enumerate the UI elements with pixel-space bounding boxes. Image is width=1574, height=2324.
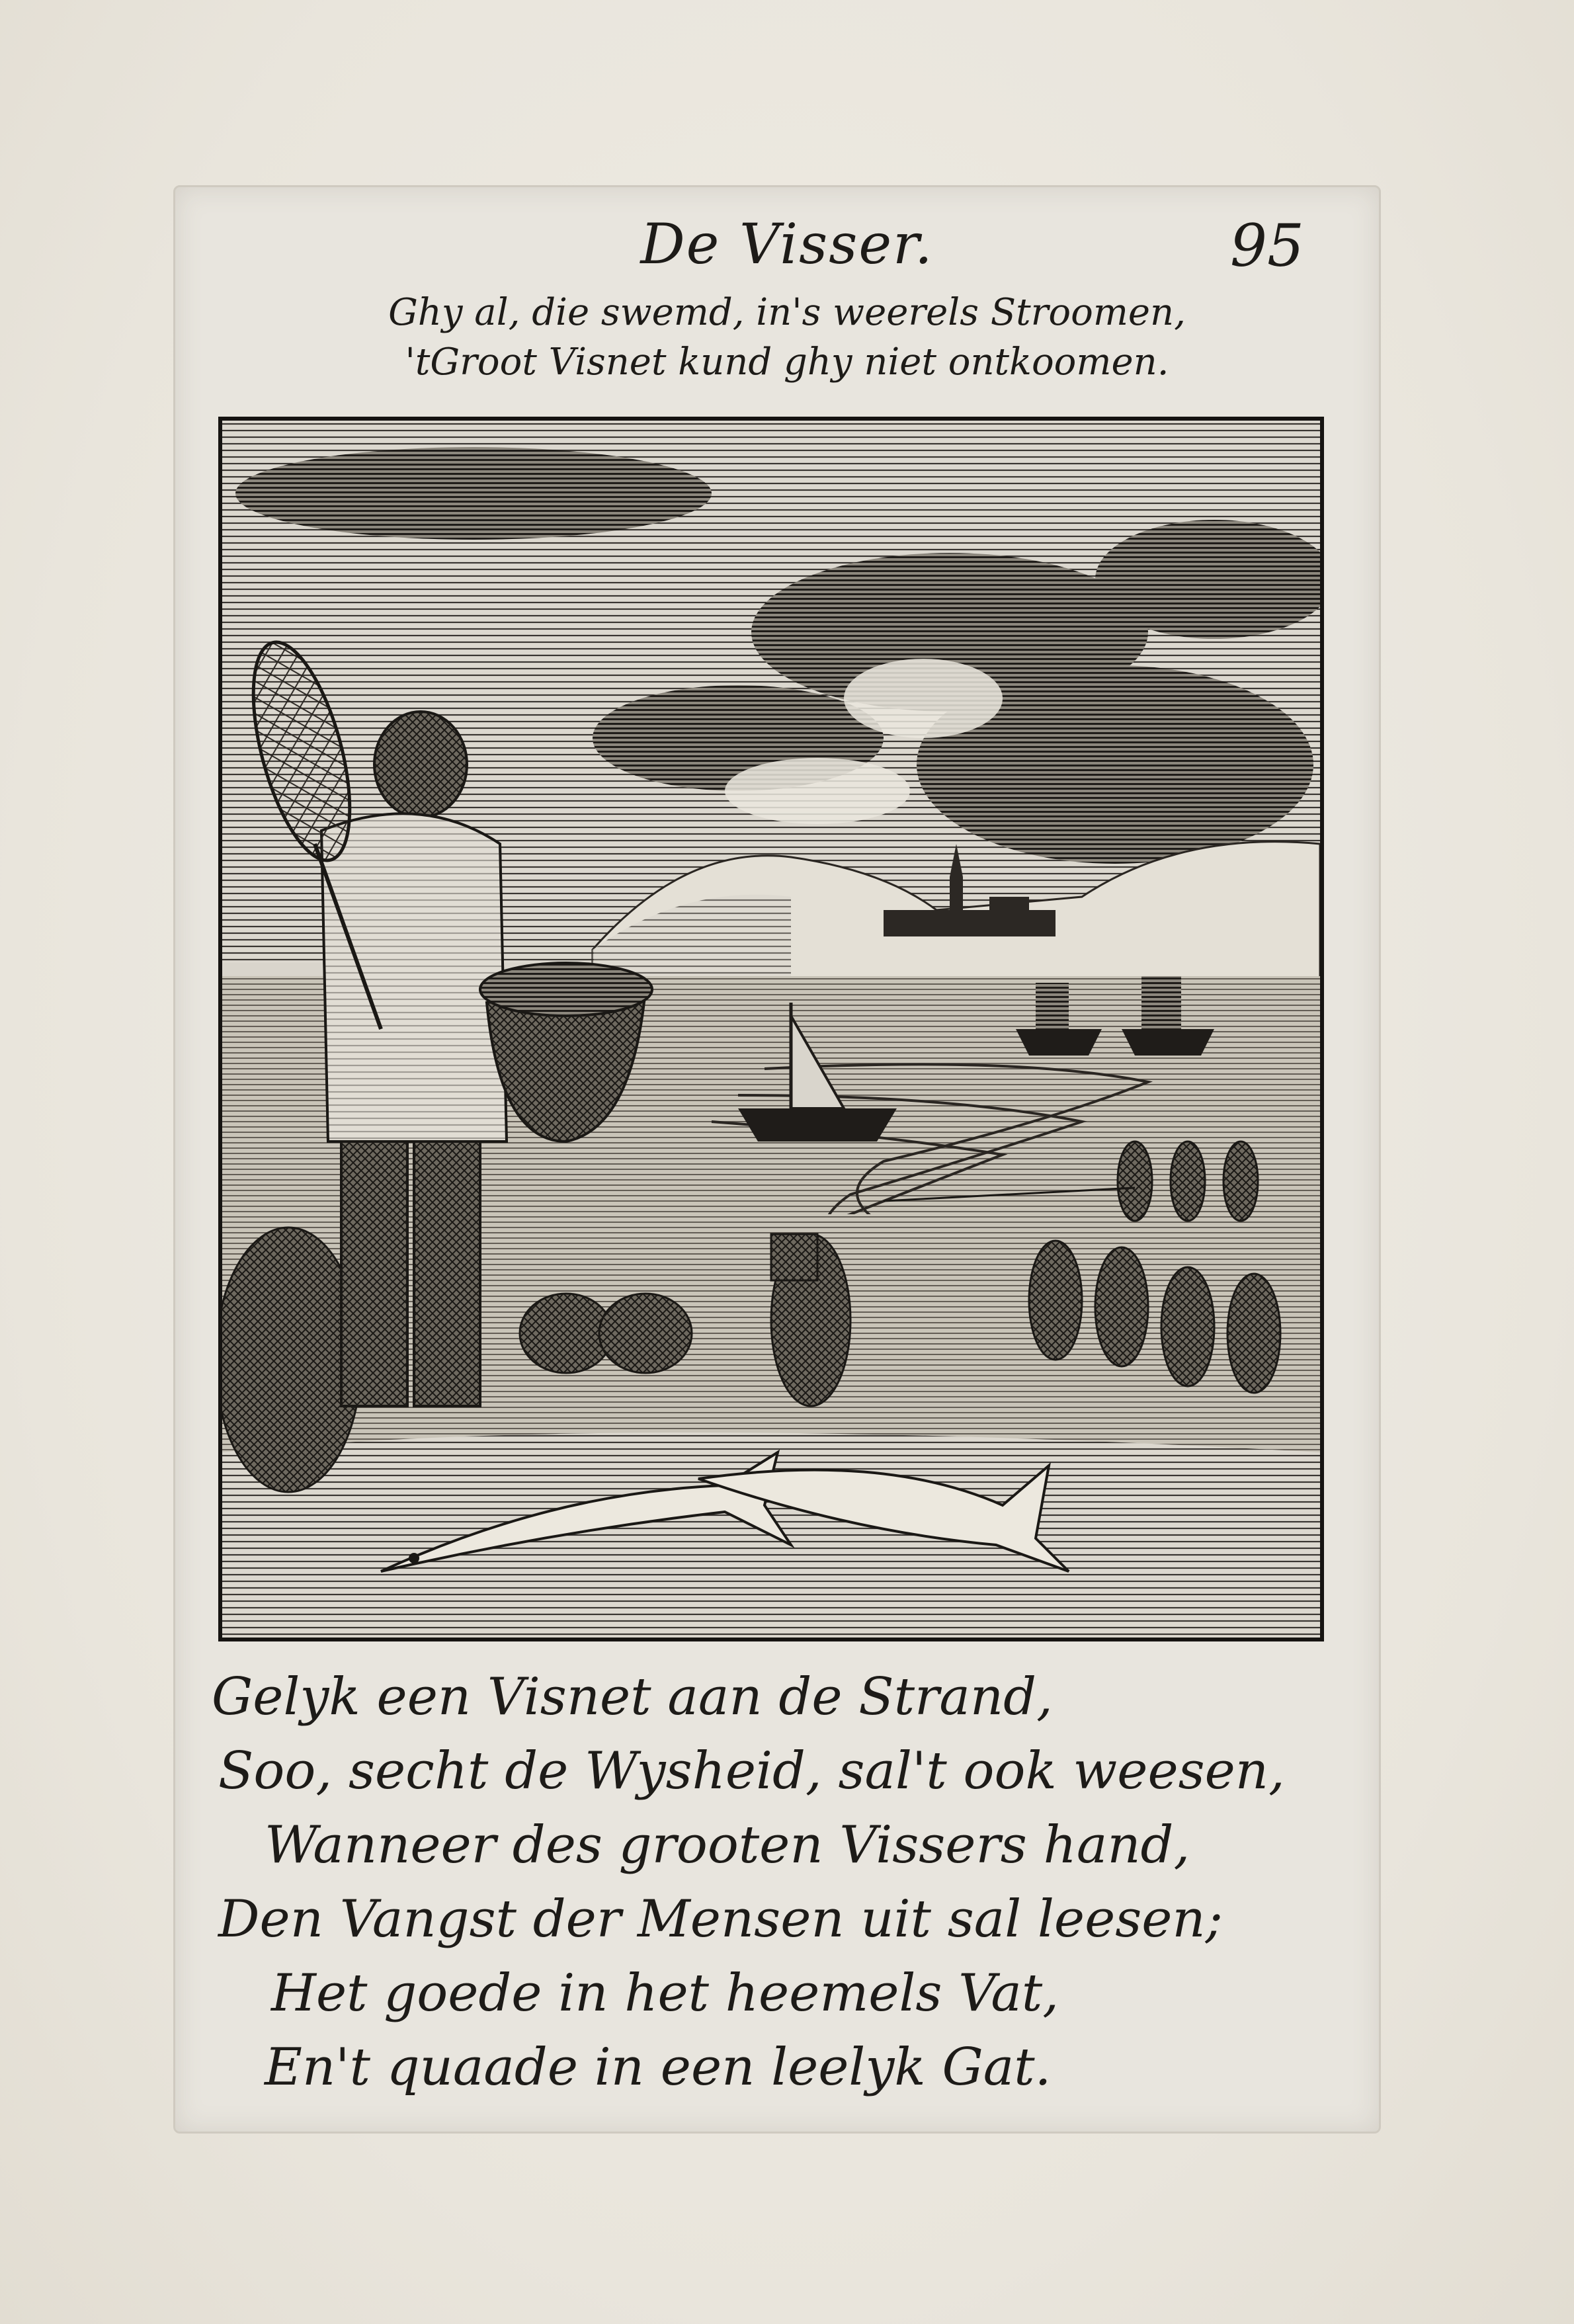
fishwife	[771, 1234, 850, 1406]
poem-line-2: Soo, secht de Wysheid, sal't ook weesen,	[218, 1741, 1285, 1801]
poem-line-5: Het goede in het heemels Vat,	[271, 1964, 1059, 2023]
poem-line-1: Gelyk een Visnet aan de Strand,	[212, 1667, 1053, 1727]
motto-line-2: 'tGroot Visnet kund ghy niet ontkoomen.	[405, 341, 1169, 384]
motto-line-1: Ghy al, die swemd, in's weerels Stroomen,	[388, 291, 1186, 334]
poem-line-3: Wanneer des grooten Vissers hand,	[265, 1815, 1190, 1875]
poem	[212, 1660, 1336, 2104]
poem-line-6: En't quaade in een leelyk Gat.	[265, 2038, 1052, 2097]
poem-line-4: Den Vangst der Mensen uit sal leesen;	[218, 1889, 1223, 1949]
engraving-illustration	[218, 417, 1324, 1641]
page-title: De Visser.	[640, 212, 934, 276]
page-number: 95	[1230, 212, 1304, 280]
